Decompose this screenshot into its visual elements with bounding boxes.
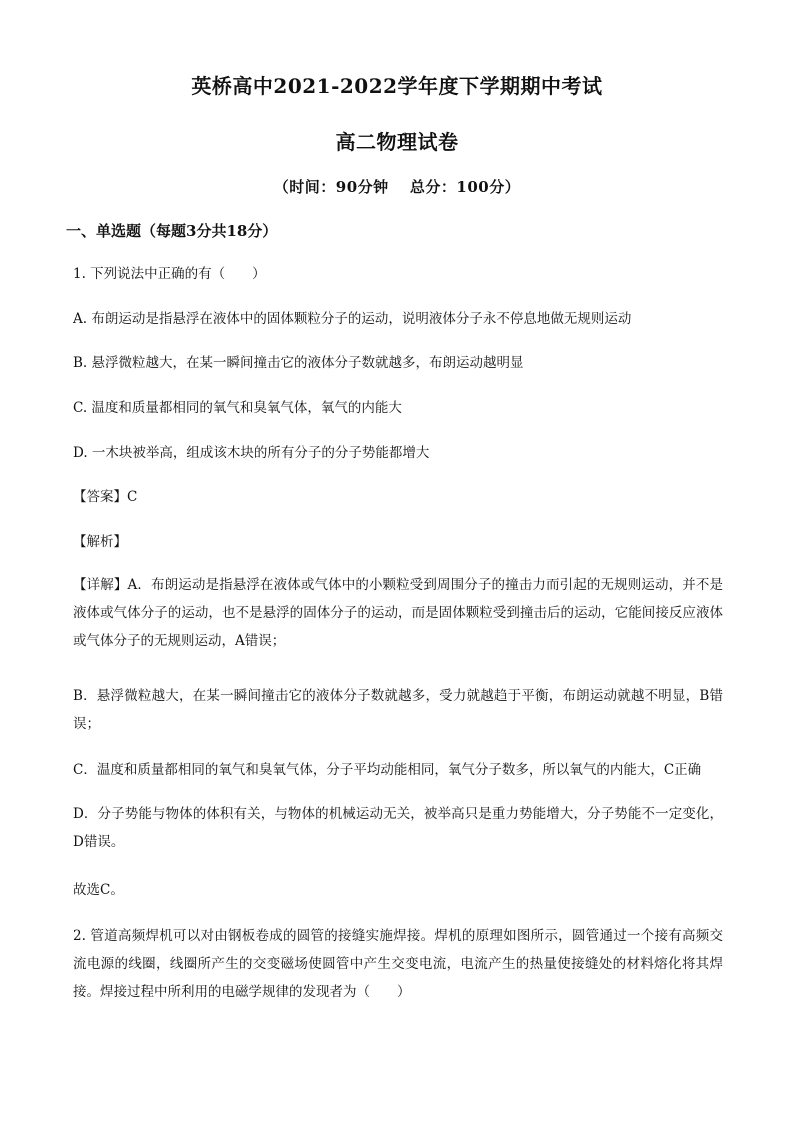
- question-1-answer: 【答案】C: [73, 489, 138, 505]
- question-1-explanation-b: B．悬浮微粒越大，在某一瞬间撞击它的液体分子数就越多，受力就越趋于平衡，布朗运动就越不明显，B错误；: [73, 688, 723, 732]
- question-1-option-d: D. 一木块被举高，组成该木块的所有分子的分子势能都增大: [73, 445, 430, 461]
- section-heading-single-choice: 一、单选题（每题3分共18分）: [66, 222, 278, 240]
- question-1-explanation-d: D．分子势能与物体的体积有关，与物体的机械运动无关，被举高只是重力势能增大，分子势能不一定变化，D错误。: [73, 806, 723, 850]
- school-exam-title: 英桥高中2021-2022学年度下学期期中考试: [191, 74, 603, 98]
- question-1-analysis-label: 【解析】: [73, 534, 127, 550]
- question-1-option-a: A. 布朗运动是指悬浮在液体中的固体颗粒分子的运动，说明液体分子永不停息地做无规则运动: [73, 311, 632, 327]
- exam-info: （时间：90分钟 总分：100分）: [273, 178, 521, 196]
- question-2-stem: 2. 管道高频焊机可以对由钢板卷成的圆管的接缝实施焊接。焊机的原理如图所示，圆管通过一个接有高频交流电源的线圈，线圈所产生的交变磁场使圆管中产生交变电流，电流产生的热量使接缝处的材料熔化将其焊接。焊接过程中所利用的电磁学规律的发现者为（ ）: [73, 928, 723, 1000]
- question-1-explanation-c: C．温度和质量都相同的氧气和臭氧气体，分子平均动能相同，氧气分子数多，所以氧气的内能大，C正确: [73, 762, 702, 778]
- question-1-option-c: C. 温度和质量都相同的氧气和臭氧气体，氧气的内能大: [73, 400, 402, 416]
- question-1-explanation-a: 【详解】A．布朗运动是指悬浮在液体或气体中的小颗粒受到周围分子的撞击力而引起的无规则运动，并不是液体或气体分子的运动，也不是悬浮的固体分子的运动，而是固体颗粒受到撞击后的运动，它能间接反应液体或气体分子的无规则运动，A错误；: [73, 577, 723, 649]
- subject-title: 高二物理试卷: [335, 130, 459, 154]
- question-1-stem: 1. 下列说法中正确的有（ ）: [73, 266, 266, 282]
- question-1-option-b: B. 悬浮微粒越大，在某一瞬间撞击它的液体分子数就越多，布朗运动越明显: [73, 355, 524, 371]
- question-1-conclusion: 故选C。: [73, 882, 124, 898]
